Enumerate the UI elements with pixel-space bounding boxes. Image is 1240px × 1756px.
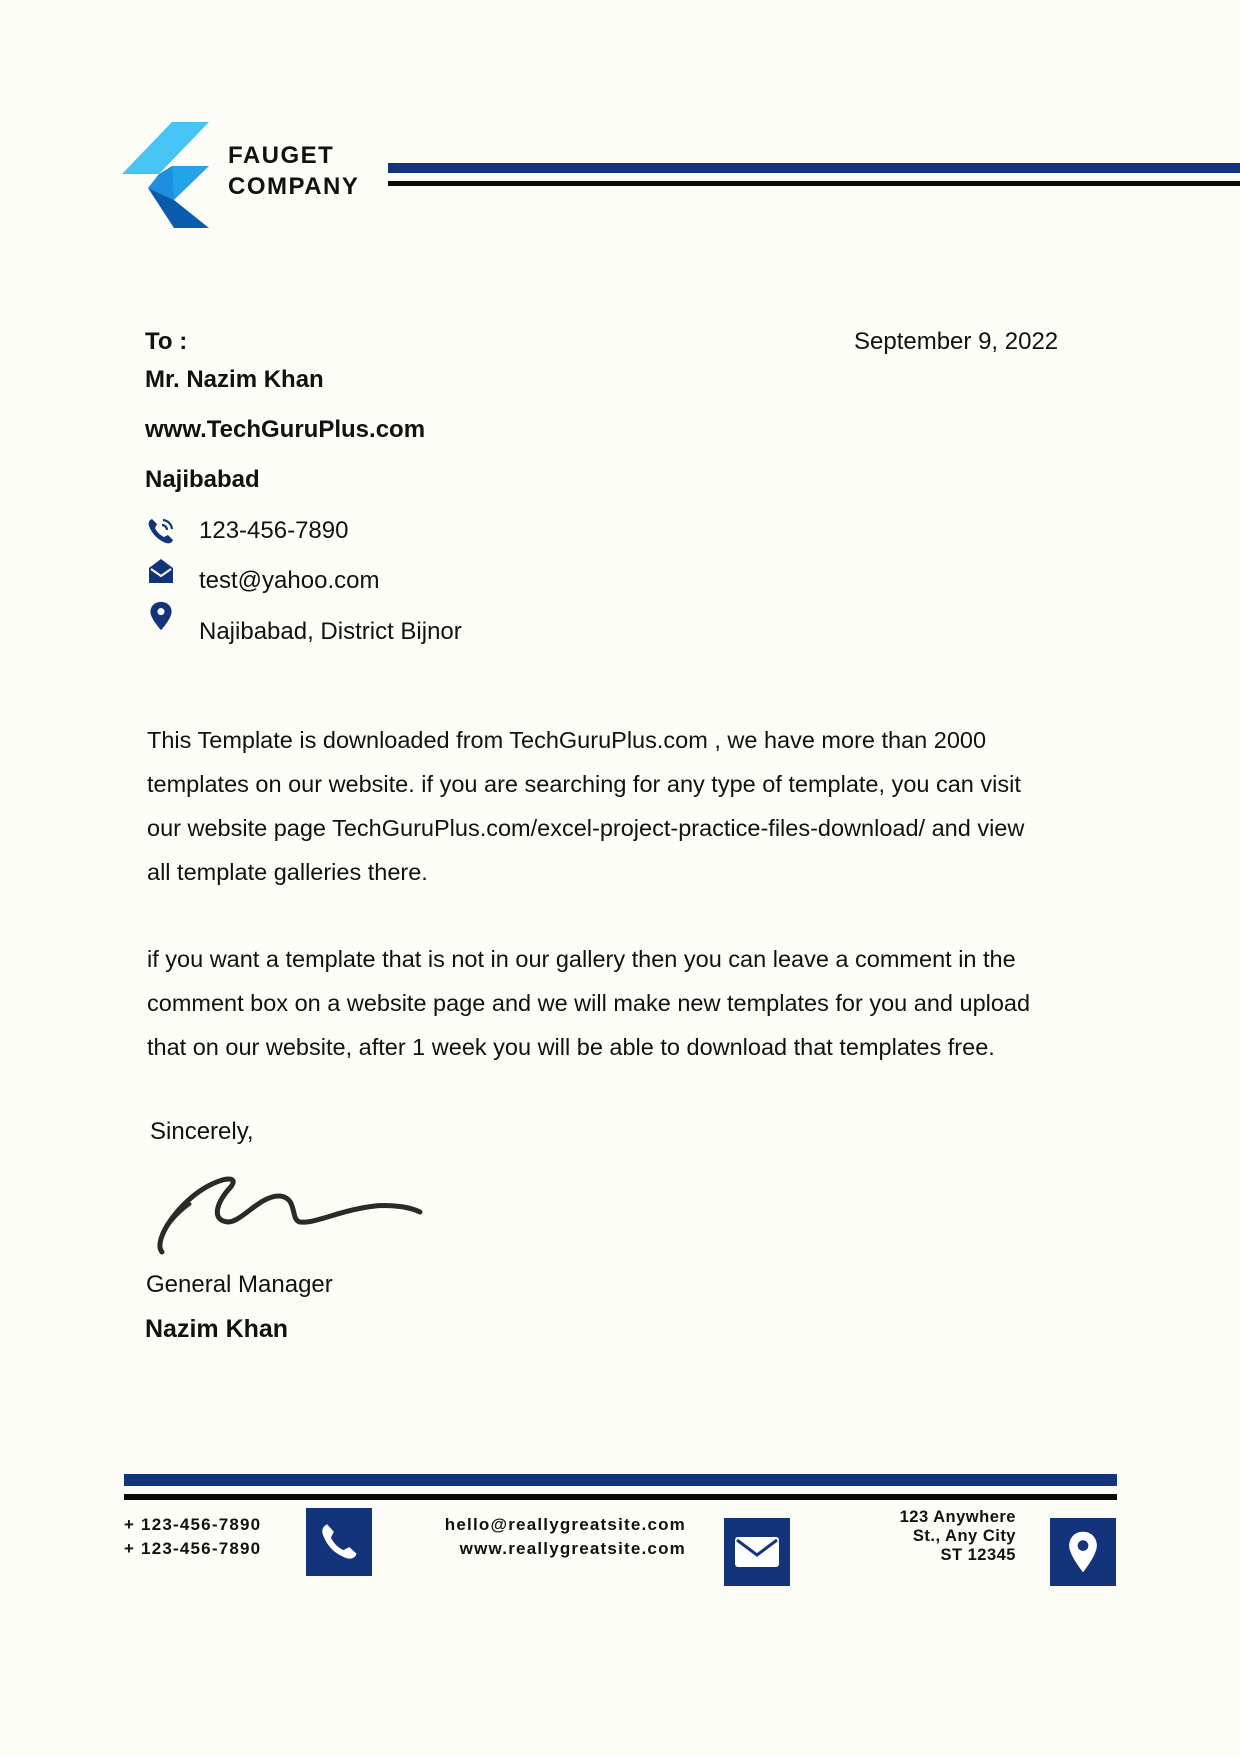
footer-phone-2: + 123-456-7890: [124, 1539, 262, 1558]
footer-web: [442, 1513, 686, 1561]
phone-icon: [317, 1520, 361, 1564]
recipient-address: Najibabad, District Bijnor: [199, 618, 462, 645]
header-rule-blue: [388, 163, 1240, 173]
footer-address: [846, 1508, 1016, 1565]
body-p1-line1: This Template is downloaded from TechGuruPlus.com , we have more than 2000: [147, 727, 987, 753]
footer-rule-blue: [124, 1474, 1117, 1486]
footer-email[interactable]: hello@reallygreatsite.com: [444, 1515, 686, 1534]
body-paragraph-2: [147, 937, 1107, 1069]
footer-location-box: [1050, 1518, 1116, 1586]
body-p2-line1: if you want a template that is not in our gallery then you can leave a comment in the: [147, 946, 1016, 972]
envelope-icon: [733, 1534, 781, 1570]
body-p2-line2: comment box on a website page and we will make new templates for you and upload: [147, 990, 1031, 1016]
company-name-line1: FAUGET: [228, 142, 335, 169]
valediction: Sincerely,: [150, 1118, 254, 1145]
signature: [150, 1160, 430, 1260]
location-pin-icon: [1067, 1530, 1099, 1574]
recipient-email[interactable]: test@yahoo.com: [199, 567, 380, 594]
body-p1-line3: [147, 806, 1107, 850]
open-envelope-icon: [146, 556, 176, 586]
location-pin-icon: [146, 601, 176, 631]
company-name-line2: COMPANY: [228, 173, 360, 200]
footer-phone-1: + 123-456-7890: [124, 1515, 262, 1534]
body-paragraph-1: [147, 718, 1107, 894]
body-p1-line3-post: and view: [925, 815, 1025, 841]
recipient-website[interactable]: www.TechGuruPlus.com: [145, 416, 426, 443]
footer-address-line3: ST 12345: [940, 1546, 1016, 1564]
letter-date: September 9, 2022: [854, 328, 1059, 355]
footer-phones: [124, 1513, 261, 1561]
body-p1-line4: all template galleries there.: [147, 859, 428, 885]
recipient-name: Mr. Nazim Khan: [145, 366, 324, 393]
body-gallery-link[interactable]: TechGuruPlus.com/excel-project-practice-files-download/: [332, 815, 926, 841]
recipient-phone: 123-456-7890: [199, 517, 349, 544]
header-rule-black: [388, 181, 1240, 186]
body-p2-line3: that on our website, after 1 week you will be able to download that templates free.: [147, 1034, 995, 1060]
body-p1-line3-pre: our website page: [147, 815, 333, 841]
footer-rule-black: [124, 1494, 1117, 1500]
footer-mail-box: [724, 1518, 790, 1586]
to-label: To :: [145, 328, 188, 355]
company-name: [228, 140, 359, 202]
company-logo: [122, 122, 212, 230]
footer-website[interactable]: www.reallygreatsite.com: [459, 1539, 686, 1558]
footer-address-line1: 123 Anywhere: [899, 1508, 1016, 1526]
footer-phone-box: [306, 1508, 372, 1576]
phone-icon: [146, 516, 176, 546]
signer-title: General Manager: [146, 1271, 333, 1298]
footer-address-line2: St., Any City: [912, 1527, 1016, 1545]
signer-name: Nazim Khan: [145, 1315, 289, 1343]
recipient-city: Najibabad: [145, 466, 260, 493]
body-p1-line2: templates on our website. if you are searching for any type of template, you can visit: [147, 771, 1021, 797]
